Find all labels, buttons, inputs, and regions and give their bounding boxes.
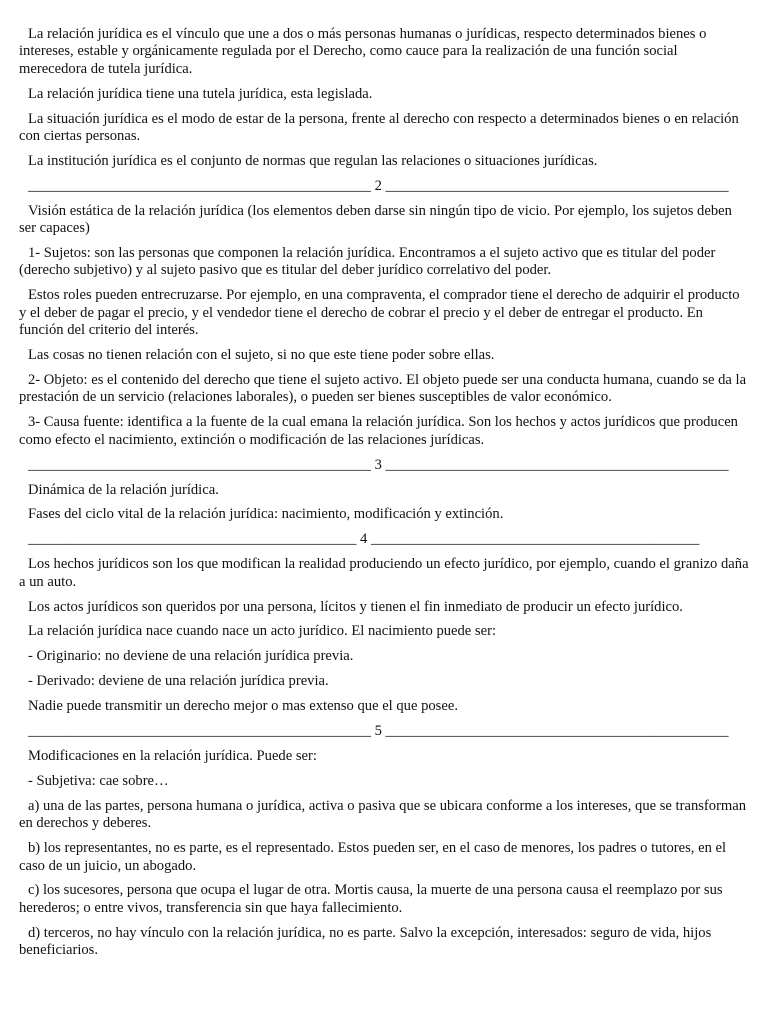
paragraph: - Derivado: deviene de una relación jurídica previa. (28, 673, 329, 690)
paragraph: c) los sucesores, persona que ocupa el lugar de otra. Mortis causa, la muerte de una persona causa el reemplazo por sus herederos; o entre vivos, transferencia sin que haya fallecimiento. (19, 882, 723, 916)
paragraph: Los hechos jurídicos son los que modifican la realidad produciendo un efecto jurídico, por ejemplo, cuando el granizo daña a un auto. (19, 556, 749, 590)
page-separator: _______________________________________________ 5 _______________________________________________ (28, 723, 729, 740)
paragraph: 2- Objeto: es el contenido del derecho que tiene el sujeto activo. El objeto puede ser una conducta humana, cuando se da la prestación de un servicio (relaciones laborales), o pueden ser bienes susceptibles de valor económico. (19, 372, 747, 406)
paragraph: La institución jurídica es el conjunto de normas que regulan las relaciones o situaciones jurídicas. (28, 152, 598, 169)
paragraph: Dinámica de la relación jurídica. (28, 481, 219, 498)
paragraph: a) una de las partes, persona humana o jurídica, activa o pasiva que se ubicara conforme a los intereses, que se transforman en derechos y deberes. (19, 797, 747, 832)
paragraph: 1- Sujetos: son las personas que componen la relación jurídica. Encontramos a el sujeto activo que es titular del poder (derecho subjetivo) y al sujeto pasivo que es titular del deber jurídico correlativo del poder. (19, 245, 716, 279)
paragraph: Los actos jurídicos son queridos por una persona, lícitos y tienen el fin inmediato de producir un efecto jurídico. (28, 598, 683, 615)
paragraph: d) terceros, no hay vínculo con la relación jurídica, no es parte. Salvo la excepción, interesados: seguro de vida, hijos beneficiarios. (19, 924, 712, 959)
paragraph: - Subjetiva: cae sobre… (28, 772, 169, 789)
paragraph: Modificaciones en la relación jurídica. Puede ser: (28, 748, 317, 764)
paragraph: - Originario: no deviene de una relación jurídica previa. (28, 648, 354, 665)
paragraph: b) los representantes, no es parte, es el representado. Estos pueden ser, en el caso de menores, los padres o tutores, en el caso de un juicio, un abogado. (19, 840, 727, 874)
paragraph: La situación jurídica es el modo de estar de la persona, frente al derecho con respecto a determinados bienes o en relación con ciertas personas. (19, 110, 739, 145)
page-separator: _______________________________________________ 2 _______________________________________________ (28, 177, 729, 194)
paragraph: Nadie puede transmitir un derecho mejor o mas extenso que el que posee. (28, 698, 458, 715)
paragraph: Las cosas no tienen relación con el sujeto, si no que este tiene poder sobre ellas. (28, 347, 495, 364)
paragraph: Fases del ciclo vital de la relación jurídica: nacimiento, modificación y extinción. (28, 506, 504, 523)
paragraph: La relación jurídica nace cuando nace un acto jurídico. El nacimiento puede ser: (28, 623, 497, 640)
page-separator: _______________________________________________ 3 _______________________________________________ (28, 456, 729, 473)
paragraph: La relación jurídica tiene una tutela jurídica, esta legislada. (28, 85, 373, 102)
paragraph: La relación jurídica es el vínculo que une a dos o más personas humanas o jurídicas, respecto determinados bienes o intereses, estable y orgánicamente regulada por el Derecho, como cauce para la realización de una función social merecedora de tutela jurídica. (19, 26, 707, 77)
paragraph: Visión estática de la relación jurídica (los elementos deben darse sin ningún tipo de vicio. Por ejemplo, los sujetos deben ser capaces) (19, 202, 732, 237)
page-separator: _____________________________________________ 4 _____________________________________________ (28, 531, 700, 548)
paragraph: Estos roles pueden entrecruzarse. Por ejemplo, en una compraventa, el comprador tiene el derecho de adquirir el producto y el deber de pagar el precio, y el vendedor tiene el derecho de cobrar el precio y el deber de entregar el producto. En función del criterio del interés. (19, 287, 740, 339)
paragraph: 3- Causa fuente: identifica a la fuente de la cual emana la relación jurídica. Son los hechos y actos jurídicos que producen como efecto el nacimiento, extinción o modificación de las relaciones jurídicas. (19, 414, 738, 448)
